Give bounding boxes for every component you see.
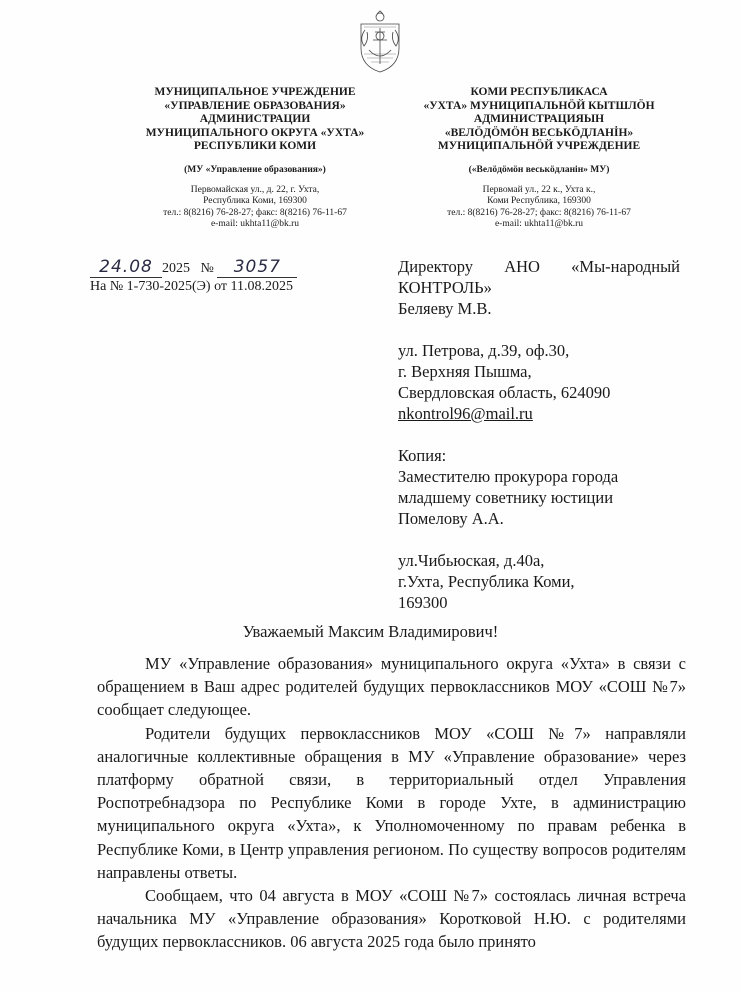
doc-date-number bbox=[90, 259, 297, 278]
org-phone-line: тел.: 8(8216) 76-28-27; факс: 8(8216) 76-11-67 bbox=[163, 207, 347, 218]
reply-to-reference: На № 1-730-2025(Э) от 11.08.2025 bbox=[90, 279, 293, 294]
copy-recipient-name: Помелову А.А. bbox=[398, 509, 504, 528]
org-phone-line: тел.: 8(8216) 76-28-27; факс: 8(8216) 76-11-67 bbox=[447, 207, 631, 218]
copy-address-line: г.Ухта, Республика Коми, bbox=[398, 572, 575, 591]
number-sign: № bbox=[200, 261, 214, 276]
recipient-address-line: ул. Петрова, д.39, оф.30, bbox=[398, 341, 570, 360]
body-paragraph: Сообщаем, что 04 августа в МОУ «СОШ №7» состоялась личная встреча начальника МУ «Управление образования» Коротковой Н.Ю. с родителями будущих первоклассников. 06 августа 2025 года было принято bbox=[97, 886, 686, 952]
letter-body bbox=[97, 652, 686, 954]
org-address-line: Первомай ул., 22 к., Ухта к., bbox=[482, 184, 596, 195]
body-paragraph: Родители будущих первоклассников МОУ «СОШ №7» направляли аналогичные коллективные обращения в МУ «Управление образование» через платформу обратной связи, в территориальный отдел Управления Роспотребнадзора по Республике Коми в городе Ухте, в администрацию муниципального округа «Ухта», к Уполномоченному по правам ребенка в Республике Коми, в Центр управления регионом. По существу вопросов родителям направлены ответы. bbox=[97, 723, 686, 882]
org-abbr: («Велӧдӧмӧн веськӧдланiн» МУ) bbox=[468, 164, 610, 175]
org-name-line: АДМИНИСТРАЦИИ bbox=[199, 113, 311, 125]
copy-recipient-line: Заместителю прокурора города bbox=[398, 467, 619, 486]
recipient-block bbox=[398, 256, 680, 613]
org-email-line: e-mail: ukhta11@bk.ru bbox=[494, 219, 584, 229]
org-name-line: «УХТА» МУНИЦИПАЛЬНӦЙ КЫТШЛӦН bbox=[423, 99, 655, 112]
komi-coat-of-arms-icon bbox=[355, 10, 405, 74]
handwritten-doc-number: 3057 bbox=[217, 259, 297, 278]
org-name-line: КОМИ РЕСПУБЛИКАСА bbox=[470, 86, 608, 98]
recipient-address-line: Свердловская область, 624090 bbox=[398, 383, 611, 402]
body-paragraph: МУ «Управление образования» муниципального округа «Ухта» в связи с обращением в Ваш адрес родителей будущих первоклассников МОУ «СОШ №7» сообщает следующее. bbox=[97, 654, 686, 720]
org-abbr: (МУ «Управление образования») bbox=[184, 164, 326, 175]
doc-reference bbox=[90, 259, 297, 295]
org-address-line: Коми Республика, 169300 bbox=[487, 196, 591, 206]
recipient-line: КОНТРОЛЬ» bbox=[398, 278, 492, 297]
recipient-line: Директору АНО «Мы-народный bbox=[398, 257, 680, 276]
org-name-line: МУНИЦИПАЛЬНОЕ УЧРЕЖДЕНИЕ bbox=[154, 86, 356, 98]
org-name-line: МУНИЦИПАЛЬНОГО ОКРУГА «УХТА» bbox=[145, 126, 365, 139]
org-name-line: «ВЕЛӦДӦМӦН ВЕСЬКӦДЛАНİН» bbox=[444, 126, 634, 139]
recipient-email-link[interactable]: nkontrol96@mail.ru bbox=[398, 404, 533, 423]
handwritten-date: 24.08 bbox=[90, 259, 162, 278]
copy-address-line: ул.Чибьюская, д.40а, bbox=[398, 551, 545, 570]
org-name-line: РЕСПУБЛИКИ КОМИ bbox=[193, 140, 317, 152]
greeting: Уважаемый Максим Владимирович! bbox=[242, 622, 499, 641]
org-name-line: «УПРАВЛЕНИЕ ОБРАЗОВАНИЯ» bbox=[164, 99, 346, 112]
org-name-line: АДМИНИСТРАЦИЯЫН bbox=[473, 113, 605, 125]
copy-recipient-line: младшему советнику юстиции bbox=[398, 488, 614, 507]
copy-label: Копия: bbox=[398, 446, 447, 465]
header-right bbox=[405, 86, 673, 231]
org-address-line: Республика Коми, 169300 bbox=[203, 196, 307, 206]
recipient-name: Беляеву М.В. bbox=[398, 299, 492, 318]
org-name-line: МУНИЦИПАЛЬНӦЙ УЧРЕЖДЕНИЕ bbox=[437, 140, 641, 152]
recipient-address-line: г. Верхняя Пышма, bbox=[398, 362, 532, 381]
header-left bbox=[105, 86, 405, 231]
doc-year: 2025 bbox=[162, 261, 190, 276]
org-email-line: e-mail: ukhta11@bk.ru bbox=[210, 219, 300, 229]
org-address-line: Первомайская ул., д. 22, г. Ухта, bbox=[190, 184, 320, 195]
copy-address-line: 169300 bbox=[398, 593, 448, 612]
